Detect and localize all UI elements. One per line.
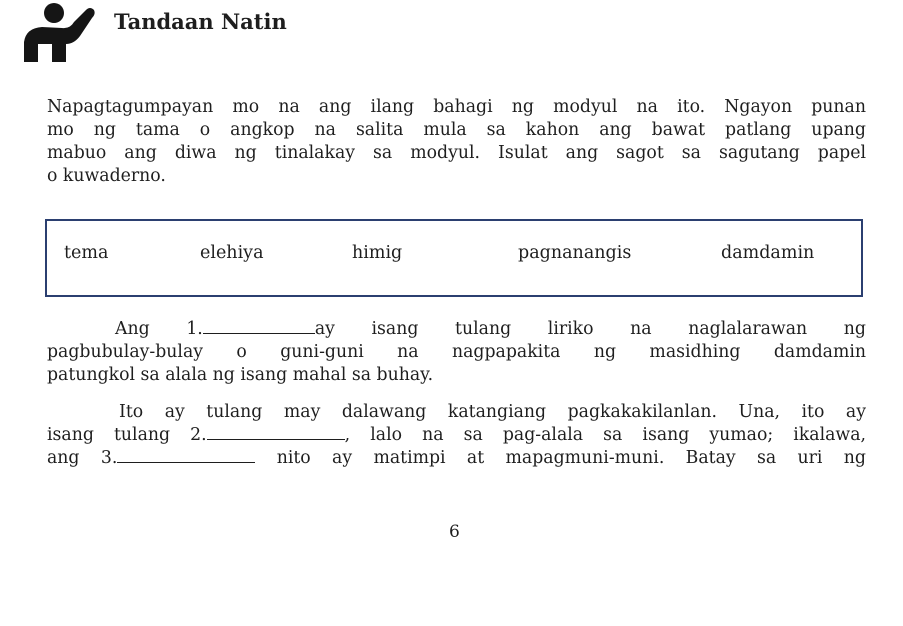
instructions-line: o kuwaderno. bbox=[47, 166, 166, 186]
item-1-prefix: Ang 1. bbox=[115, 319, 203, 339]
paragraph-line: pagbubulay-bulay o guni-guni na nagpapakita ng masidhing damdamin bbox=[47, 342, 866, 362]
word-bank-item: pagnanangis bbox=[518, 243, 632, 263]
item-1-suffix: ay isang tulang liriko na naglalarawan ng bbox=[314, 319, 866, 339]
item-2-prefix: isang tulang 2. bbox=[47, 425, 207, 445]
instructions-line: Napagtagumpayan mo na ang ilang bahagi ng modyul na ito. Ngayon punan bbox=[47, 97, 866, 117]
fill-in-paragraph-1 bbox=[47, 318, 866, 387]
blank-1 bbox=[203, 318, 315, 334]
blank-2 bbox=[207, 424, 345, 440]
paragraph-line bbox=[47, 424, 866, 447]
word-bank-item: tema bbox=[64, 243, 109, 263]
item-3-suffix: nito ay matimpi at mapagmuni-muni. Batay sa uri ng bbox=[276, 448, 866, 468]
thinking-person-icon bbox=[22, 2, 96, 64]
word-bank-item: damdamin bbox=[721, 243, 815, 263]
paragraph-line: Ito ay tulang may dalawang katangiang pagkakakilanlan. Una, ito ay bbox=[119, 402, 866, 422]
paragraph-line bbox=[47, 318, 866, 341]
word-bank-item: himig bbox=[352, 243, 403, 263]
paragraph-line bbox=[47, 447, 866, 470]
section-title: Tandaan Natin bbox=[114, 9, 287, 34]
instructions-line: mabuo ang diwa ng tinalakay sa modyul. Isulat ang sagot sa sagutang papel bbox=[47, 143, 866, 163]
paragraph-line: patungkol sa alala ng isang mahal sa buhay. bbox=[47, 365, 434, 385]
fill-in-paragraph-2 bbox=[47, 401, 866, 470]
word-bank-item: elehiya bbox=[200, 243, 264, 263]
item-2-suffix: , lalo na sa pag-alala sa isang yumao; ikalawa, bbox=[344, 425, 867, 445]
instructions-line: mo ng tama o angkop na salita mula sa kahon ang bawat patlang upang bbox=[47, 120, 866, 140]
page-number: 6 bbox=[449, 522, 460, 542]
word-bank-box bbox=[45, 219, 863, 297]
item-3-prefix: ang 3. bbox=[47, 448, 118, 468]
instructions-paragraph bbox=[47, 96, 866, 188]
blank-3 bbox=[117, 447, 255, 463]
